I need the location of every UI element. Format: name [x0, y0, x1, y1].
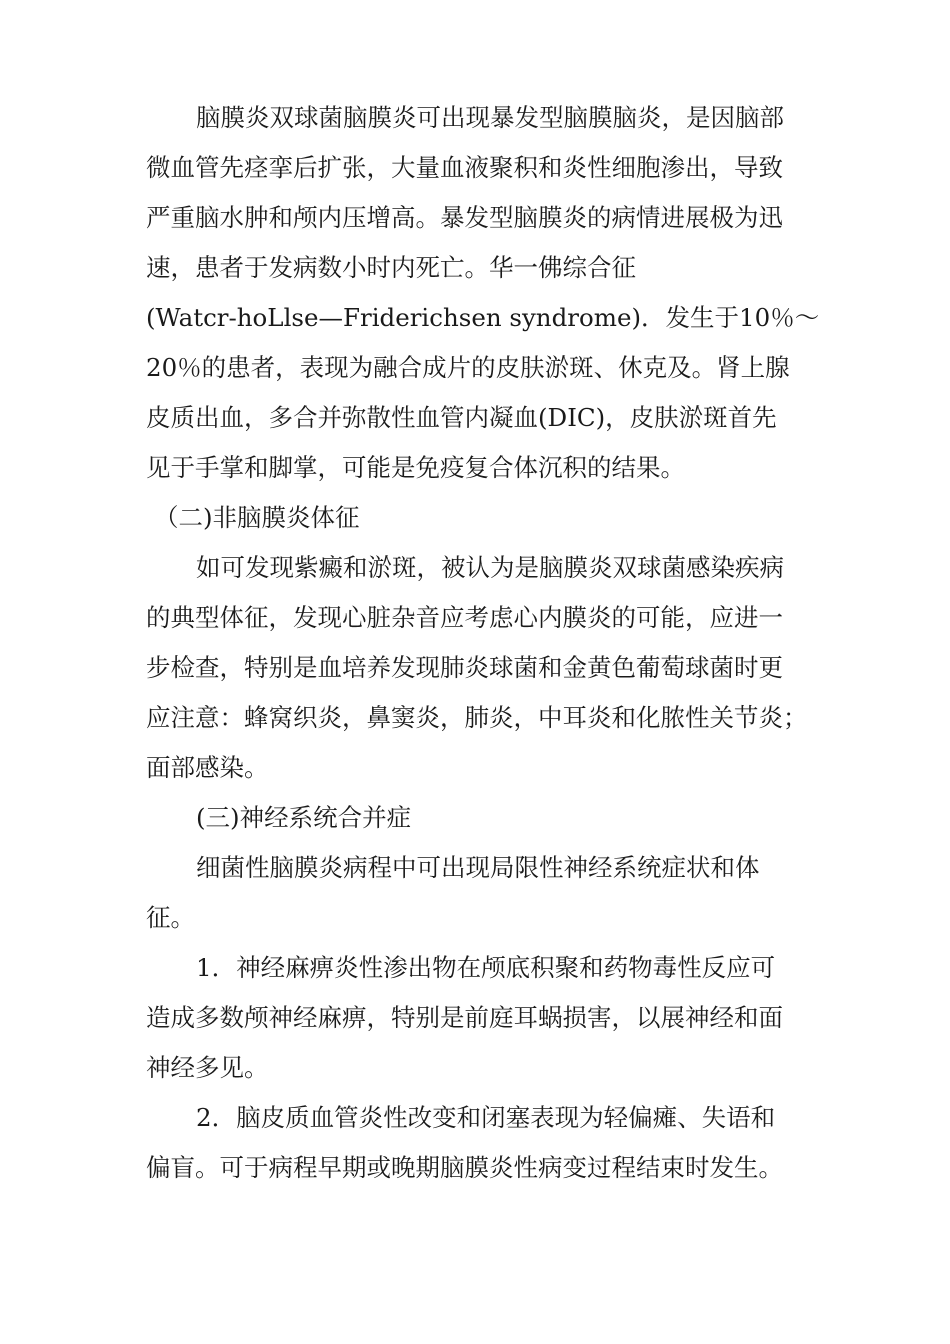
- text-line: 1．神经麻痹炎性渗出物在颅底积聚和药物毒性反应可: [196, 953, 776, 982]
- section-heading: (三)神经系统合并症: [196, 803, 412, 832]
- text-line: 细菌性脑膜炎病程中可出现局限性神经系统症状和体: [196, 853, 760, 882]
- text-line: 脑膜炎双球菌脑膜炎可出现暴发型脑膜脑炎，是因脑部: [196, 103, 784, 132]
- text-line: 20％的患者，表现为融合成片的皮肤淤斑、休克及。肾上腺: [146, 353, 790, 382]
- text-line: (Watcr-hoLlse—Friderichsen syndrome)．发生于10％～: [146, 303, 820, 332]
- text-line: 征。: [146, 903, 195, 932]
- text-line: 造成多数颅神经麻痹，特别是前庭耳蜗损害，以展神经和面: [146, 1003, 783, 1032]
- text-line: 见于手掌和脚掌，可能是免疫复合体沉积的结果。: [146, 453, 685, 482]
- text-line: 神经多见。: [146, 1053, 269, 1082]
- text-line: 皮质出血，多合并弥散性血管内凝血(DIC)，皮肤淤斑首先: [146, 403, 777, 432]
- text-line: 应注意：蜂窝织炎，鼻窦炎，肺炎，中耳炎和化脓性关节炎；: [146, 703, 808, 732]
- text-line: 速，患者于发病数小时内死亡。华一佛综合征: [146, 253, 636, 282]
- text-line: 偏盲。可于病程早期或晚期脑膜炎性病变过程结束时发生。: [146, 1153, 783, 1182]
- text-line: 微血管先痉挛后扩张，大量血液聚积和炎性细胞渗出，导致: [146, 153, 783, 182]
- section-heading: （二)非脑膜炎体征: [154, 503, 360, 532]
- text-line: 面部感染。: [146, 753, 269, 782]
- text-line: 严重脑水肿和颅内压增高。暴发型脑膜炎的病情进展极为迅: [146, 203, 783, 232]
- text-line: 2．脑皮质血管炎性改变和闭塞表现为轻偏瘫、失语和: [196, 1103, 776, 1132]
- text-line: 如可发现紫癜和淤斑，被认为是脑膜炎双球菌感染疾病: [196, 553, 784, 582]
- text-line: 的典型体征，发现心脏杂音应考虑心内膜炎的可能，应进一: [146, 603, 783, 632]
- text-line: 步检查，特别是血培养发现肺炎球菌和金黄色葡萄球菌时更: [146, 653, 783, 682]
